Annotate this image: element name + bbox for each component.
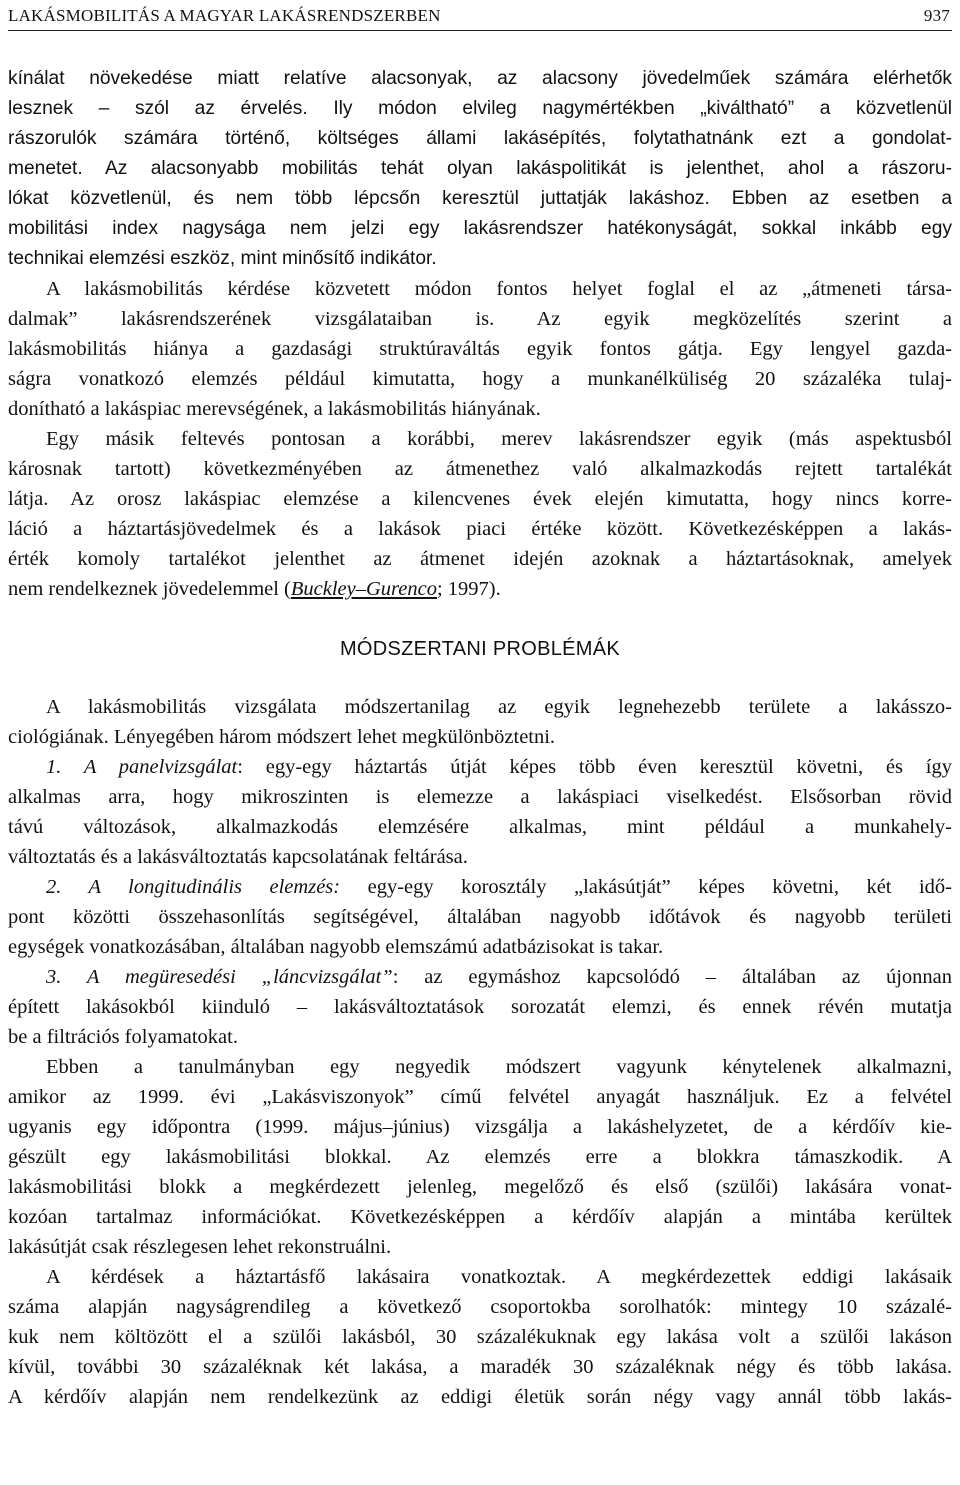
list-item-panel-study: 1. A panelvizsgálat: egy-egy háztartás útját képes több éven keresztül követni, és így	[46, 756, 952, 778]
list-item-longitudinal-body	[8, 902, 952, 962]
text-line: ugyanis egy időpontra (1999. május–június) vizsgálja a lakáshelyzetet, de a kérdőív kie-	[8, 1116, 952, 1138]
text-line: lakásútját csak részlegesen lehet rekonstruálni.	[8, 1236, 392, 1258]
citation: Buckley–Gurenco	[290, 578, 437, 600]
text-line: lókat közvetlenül, és nem több lépcsőn keresztül juttatják lakáshoz. Ebben az esetben a	[8, 188, 952, 209]
text-line: kuk nem költözött el a szülői lakásból, 30 százalékuknak egy lakása volt a szülői lakáson	[8, 1326, 952, 1348]
text-line: donítható a lakáspiac merevségének, a lakásmobilitás hiányának.	[8, 398, 541, 420]
text-line: változtatás és a lakásváltoztatás kapcsolatának feltárása.	[8, 846, 468, 868]
text-line: nem rendelkeznek jövedelemmel (Buckley–Gurenco; 1997).	[8, 578, 501, 600]
text-line: rászorulók számára történő, költséges állami lakásépítés, folytathatnánk ezt a gondolat-	[8, 128, 952, 149]
text-line: károsnak tartott) következményében az átmenethez való alkalmazkodás rejtett tartalékát	[8, 458, 952, 480]
text-line: amikor az 1999. évi „Lakásviszonyok” című felvétel anyagát használjuk. Ez a felvétel	[8, 1086, 952, 1108]
text-line: láció a háztartásjövedelmek és a lakások piaci értéke között. Következésképpen a lakás-	[8, 518, 952, 540]
body-text	[8, 64, 952, 1412]
paragraph-transition-societies	[8, 274, 952, 424]
paragraph-household-groups	[8, 1262, 952, 1412]
list-item-vacancy-chain-body	[8, 992, 952, 1052]
text-line: be a filtrációs folyamatokat.	[8, 1026, 238, 1048]
text-line: lakásmobilitás hiánya a gazdasági struktúraváltás egyik fontos gátja. Egy lengyel gazda-	[8, 338, 952, 360]
text-line: mobilitási index nagysága nem jelzi egy lakásrendszer hatékonyságát, sokkal inkább egy	[8, 218, 952, 239]
text-line: A kérdőív alapján nem rendelkezünk az eddigi életük során négy vagy annál több lakás-	[8, 1386, 952, 1408]
running-title: LAKÁSMOBILITÁS A MAGYAR LAKÁSRENDSZERBEN	[8, 6, 441, 25]
text-line: A kérdések a háztartásfő lakásaira vonatkoztak. A megkérdezettek eddigi lakásaik	[46, 1266, 952, 1288]
text-line: lesznek – szól az érvelés. Ily módon elvileg nagymértékben „kiváltható” a közvetlenül	[8, 98, 952, 119]
section-heading: MÓDSZERTANI PROBLÉMÁK	[339, 638, 621, 660]
method-label: A panelvizsgálat	[83, 756, 238, 778]
page-number: 937	[923, 6, 950, 25]
text-line: Ebben a tanulmányban egy negyedik módszert vagyunk kénytelenek alkalmazni,	[46, 1056, 952, 1078]
paragraph-housing-reserve	[8, 424, 952, 574]
text-line: kívül, további 30 százaléknak két lakása, a maradék 30 százaléknak négy és több lakása.	[8, 1356, 952, 1378]
text-line: technikai elemzési eszköz, mint minősítő indikátor.	[8, 248, 437, 269]
method-label: A longitudinális elemzés:	[88, 876, 341, 898]
text-line: egységek vonatkozásában, általában nagyobb elemszámú adatbázisokat is takar.	[8, 936, 664, 958]
text-line: alkalmas arra, hogy mikroszinten is elemezze a lakáspiaci viselkedést. Elsősorban rövid	[8, 786, 952, 808]
text-line: Egy másik feltevés pontosan a korábbi, merev lakásrendszer egyik (más aspektusból	[46, 428, 952, 450]
text-line: érték komoly tartalékot jelenthet az átmenet idején azoknak a háztartásoknak, amelyek	[8, 548, 952, 570]
text-line: száma alapján nagyságrendileg a következő csoportokba sorolhatók: mintegy 10 százalé-	[8, 1296, 952, 1318]
text-line: A lakásmobilitás vizsgálata módszertanilag az egyik legnehezebb területe a lakásszo-	[46, 696, 952, 718]
list-item-panel-study-body	[8, 782, 952, 872]
method-label: A megüresedési „láncvizsgálat”	[86, 966, 393, 988]
text-line: kínálat növekedése miatt relatíve alacsonyak, az alacsony jövedelműek számára elérhetők	[8, 68, 952, 89]
text-line: látja. Az orosz lakáspiac elemzése a kilencvenes évek elején kimutatta, hogy nincs korre-	[8, 488, 952, 510]
paragraph-mobility-policy	[8, 64, 952, 274]
text-line: épített lakásokból kiinduló – lakásváltoztatások sorozatát elemzi, és ennek révén mutatja	[8, 996, 952, 1018]
text-line: lakásmobilitási blokk a megkérdezett jelenleg, megelőző és első (szülői) lakására vonat-	[8, 1176, 952, 1198]
text-line: dalmak” lakásrendszerének vizsgálataiban is. Az egyik megközelítés szerint a	[8, 308, 952, 330]
text-line: kozóan tartalmaz információkat. Következésképpen a kérdőív alapján a mintába kerültek	[8, 1206, 952, 1228]
text-line: gészült egy lakásmobilitási blokkal. Az elemzés erre a blokkra támaszkodik. A	[8, 1146, 952, 1168]
text-line: A lakásmobilitás kérdése közvetett módon fontos helyet foglal el az „átmeneti társa-	[46, 278, 952, 300]
text-line: távú változások, alkalmazkodás elemzésére alkalmas, mint például a munkahely-	[8, 816, 952, 838]
text-line: ságra vonatkozó elemzés például kimutatta, hogy a munkanélküliség 20 százaléka tulaj-	[8, 368, 952, 390]
running-header	[8, 4, 952, 31]
paragraph-methods-intro	[8, 692, 952, 752]
list-item-longitudinal: 2. A longitudinális elemzés: egy-egy korosztály „lakásútját” képes követni, két idő-	[46, 876, 953, 898]
text-line: pont közötti összehasonlítás segítségével, általában nagyobb időtávok és nagyobb területi	[8, 906, 952, 928]
list-item-vacancy-chain: 3. A megüresedési „láncvizsgálat”: az egymáshoz kapcsolódó – általában az újonnan	[46, 966, 952, 988]
text-line: menetet. Az alacsonyabb mobilitás tehát olyan lakáspolitikát is jelenthet, ahol a rászoru-	[8, 158, 952, 179]
paragraph-fourth-method	[8, 1052, 952, 1262]
text-line: ciológiának. Lényegében három módszert lehet megkülönböztetni.	[8, 726, 556, 748]
